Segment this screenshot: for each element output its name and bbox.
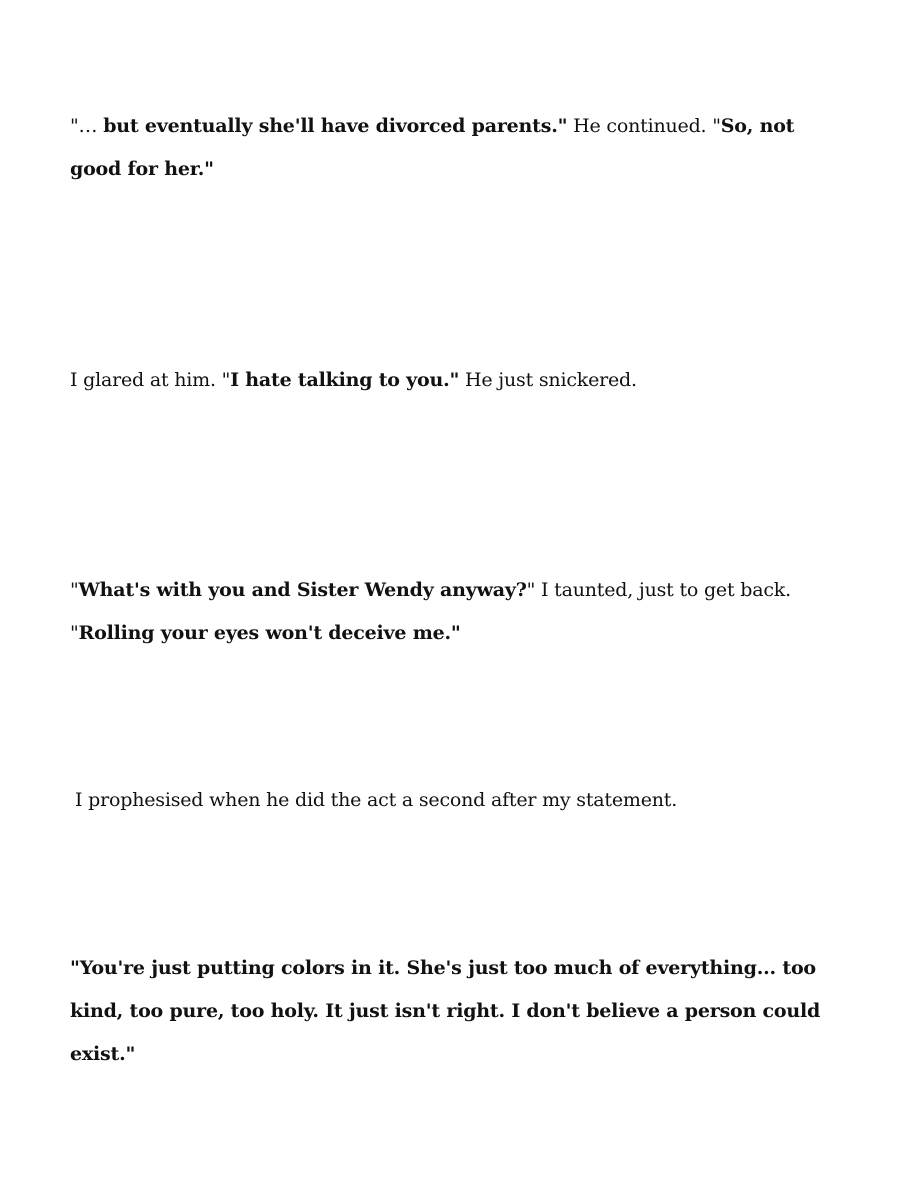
p2-narration-glared: I glared at him. ": [70, 369, 231, 391]
p3-dialogue-rolling-eyes: Rolling your eyes won't deceive me.": [78, 622, 461, 644]
p1-dialogue-not-good: So, not good for her.": [70, 115, 795, 180]
p4-narration-prophesised: I prophesised when he did the act a second after my statement.: [75, 789, 678, 811]
p5-dialogue-too-much: "You're just putting colors in it. She's just too much of everything... too kind, too pure, too holy. It just isn't right. I don't believe a person could exist.": [70, 957, 821, 1065]
p3-quote-open: ": [70, 579, 79, 601]
p1-quote-open: "…: [70, 115, 104, 137]
paragraph-4: [75, 779, 835, 822]
p3-narration-taunted: " I taunted, just to get back. ": [70, 579, 791, 644]
paragraph-2: [70, 359, 830, 402]
p3-dialogue-sister-wendy: What's with you and Sister Wendy anyway?: [78, 579, 527, 601]
p1-narration-continued: He continued. ": [567, 115, 721, 137]
p2-narration-snickered: He just snickered.: [459, 369, 637, 391]
p1-dialogue-divorced-parents: but eventually she'll have divorced parents.": [103, 115, 568, 137]
p2-dialogue-hate-talking: I hate talking to you.": [230, 369, 460, 391]
paragraph-1: [70, 105, 830, 191]
paragraph-3: [70, 569, 830, 655]
paragraph-5: [70, 947, 840, 1076]
